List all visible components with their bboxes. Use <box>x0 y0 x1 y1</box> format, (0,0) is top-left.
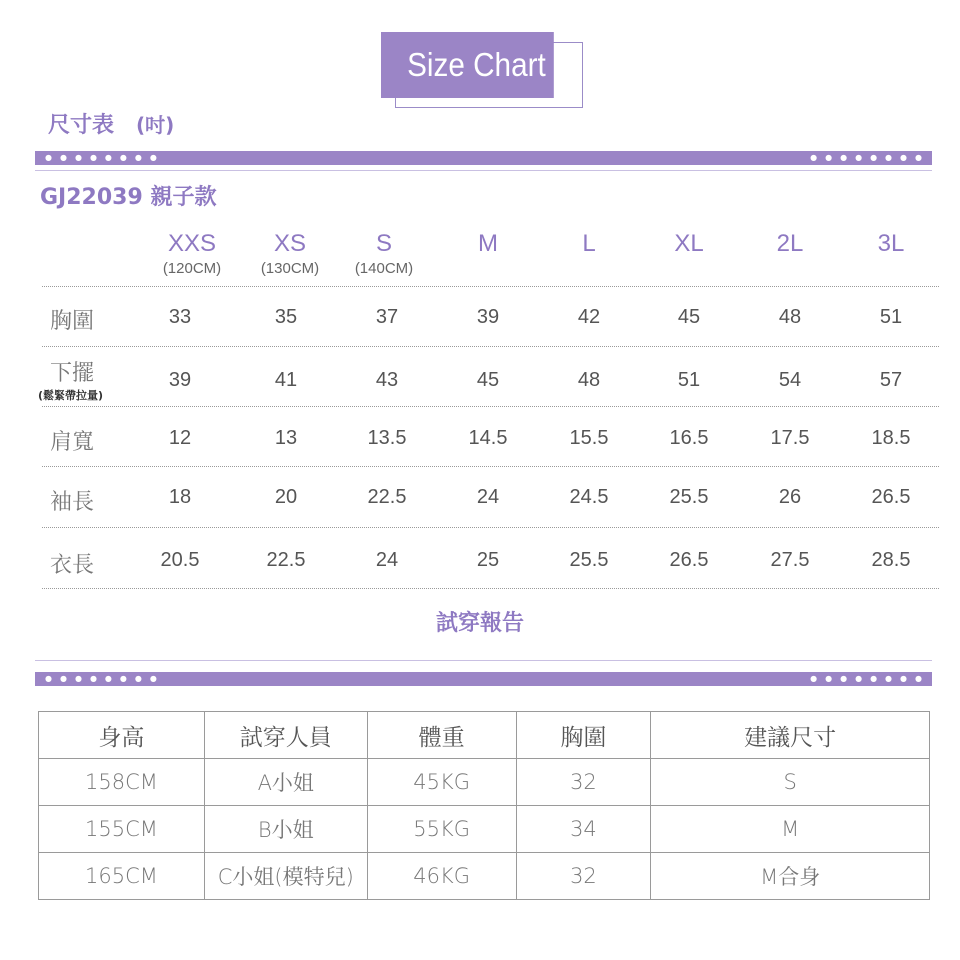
measurement-cell: 24 <box>476 486 500 508</box>
size-header <box>639 230 739 260</box>
table-cell: 45KG <box>367 759 516 806</box>
size-header <box>539 230 639 260</box>
measurement-cell: 45 <box>476 369 500 391</box>
table-row <box>39 759 930 806</box>
measurement-cell: 37 <box>375 306 399 328</box>
row-divider <box>42 527 939 528</box>
measurement-cell: 57 <box>879 369 903 391</box>
row-divider <box>42 286 939 287</box>
measurement-cell: 26.5 <box>871 486 911 508</box>
measurement-cell: 18.5 <box>871 427 911 449</box>
measurement-cell: 39 <box>476 306 500 328</box>
fitting-report-title: 試穿報告 <box>435 611 524 636</box>
measurement-cell: 13 <box>274 427 298 449</box>
size-label: XL <box>674 230 704 257</box>
size-label: XS <box>273 230 306 257</box>
size-height: (130CM) <box>260 260 320 277</box>
row-divider <box>42 346 939 347</box>
measurement-cell: 26 <box>778 486 802 508</box>
measurement-cell: 25 <box>476 549 500 571</box>
product-code: GJ22039 親子款 <box>40 185 217 210</box>
size-label: 3L <box>877 230 905 257</box>
measurement-cell: 18 <box>168 486 192 508</box>
row-label-chest: 胸圍 <box>50 309 95 334</box>
measurement-cell: 41 <box>274 369 298 391</box>
table-cell: 165CM <box>39 853 205 900</box>
table-row <box>39 853 930 900</box>
table-cell: 46KG <box>367 853 516 900</box>
measurement-cell: 12 <box>168 427 192 449</box>
header-weight: 體重 <box>367 712 516 759</box>
row-divider <box>42 406 939 407</box>
table-cell: A小姐 <box>204 759 367 806</box>
size-table-heading <box>48 108 174 139</box>
measurement-cell: 48 <box>577 369 601 391</box>
size-header <box>740 230 840 260</box>
header-tester: 試穿人員 <box>204 712 367 759</box>
measurement-cell: 33 <box>168 306 192 328</box>
table-cell: S <box>651 759 930 806</box>
measurement-cell: 22.5 <box>367 486 407 508</box>
decorative-band-top <box>35 151 932 165</box>
table-cell: M合身 <box>651 853 930 900</box>
size-header <box>142 230 242 277</box>
measurement-cell: 16.5 <box>669 427 709 449</box>
table-row <box>39 806 930 853</box>
table-cell: 158CM <box>39 759 205 806</box>
row-label-hem: 下擺 <box>50 361 95 386</box>
table-cell: 32 <box>516 759 651 806</box>
table-header-row <box>39 712 930 759</box>
size-header <box>841 230 941 260</box>
table-cell: 32 <box>516 853 651 900</box>
measurement-cell: 25.5 <box>669 486 709 508</box>
measurement-cell: 39 <box>168 369 192 391</box>
row-label-sleeve: 袖長 <box>50 490 95 515</box>
measurement-cell: 20 <box>274 486 298 508</box>
measurement-cell: 15.5 <box>569 427 609 449</box>
measurement-cell: 14.5 <box>468 427 508 449</box>
title-box <box>381 32 554 98</box>
table-cell: C小姐(模特兒) <box>204 853 367 900</box>
measurement-cell: 43 <box>375 369 399 391</box>
size-label: 2L <box>776 230 804 257</box>
band-dots-right: ●●●●●●●● <box>810 153 930 162</box>
band-dots-right: ●●●●●●●● <box>810 674 930 683</box>
table-cell: B小姐 <box>204 806 367 853</box>
size-label: L <box>582 230 596 257</box>
row-label-length: 衣長 <box>50 553 95 578</box>
table-cell: 55KG <box>367 806 516 853</box>
measurement-cell: 26.5 <box>669 549 709 571</box>
measurement-cell: 22.5 <box>266 549 306 571</box>
divider-line <box>35 170 932 171</box>
fitting-report-table <box>38 711 930 900</box>
measurement-cell: 45 <box>677 306 701 328</box>
band-dots-left: ●●●●●●●● <box>45 153 165 162</box>
row-divider <box>42 466 939 467</box>
size-label: S <box>375 230 392 257</box>
size-label: M <box>478 230 498 257</box>
measurement-cell: 28.5 <box>871 549 911 571</box>
header-chest: 胸圍 <box>516 712 651 759</box>
table-cell: 34 <box>516 806 651 853</box>
measurement-cell: 48 <box>778 306 802 328</box>
title-text: Size Chart <box>407 46 546 83</box>
row-note-elastic: (鬆緊帶拉量) <box>38 389 104 402</box>
unit-label: (吋) <box>136 113 175 137</box>
measurement-cell: 13.5 <box>367 427 407 449</box>
measurement-cell: 42 <box>577 306 601 328</box>
measurement-cell: 17.5 <box>770 427 810 449</box>
row-label-shoulder: 肩寬 <box>50 430 95 455</box>
measurement-cell: 20.5 <box>160 549 200 571</box>
decorative-band-bottom <box>35 672 932 686</box>
table-cell: M <box>651 806 930 853</box>
size-header <box>240 230 340 277</box>
size-height: (140CM) <box>354 260 414 277</box>
header-height: 身高 <box>39 712 205 759</box>
size-table-label: 尺寸表 <box>48 113 115 138</box>
row-divider <box>42 588 939 589</box>
measurement-cell: 54 <box>778 369 802 391</box>
size-header <box>438 230 538 260</box>
header-recommended-size: 建議尺寸 <box>651 712 930 759</box>
size-header <box>334 230 434 277</box>
band-dots-left: ●●●●●●●● <box>45 674 165 683</box>
size-height: (120CM) <box>162 260 222 277</box>
size-chart-title <box>381 32 583 108</box>
measurement-cell: 51 <box>677 369 701 391</box>
measurement-cell: 24 <box>375 549 399 571</box>
size-label: XXS <box>167 230 217 257</box>
measurement-cell: 51 <box>879 306 903 328</box>
measurement-cell: 27.5 <box>770 549 810 571</box>
measurement-cell: 35 <box>274 306 298 328</box>
measurement-cell: 25.5 <box>569 549 609 571</box>
measurement-cell: 24.5 <box>569 486 609 508</box>
divider-line <box>35 660 932 661</box>
table-cell: 155CM <box>39 806 205 853</box>
